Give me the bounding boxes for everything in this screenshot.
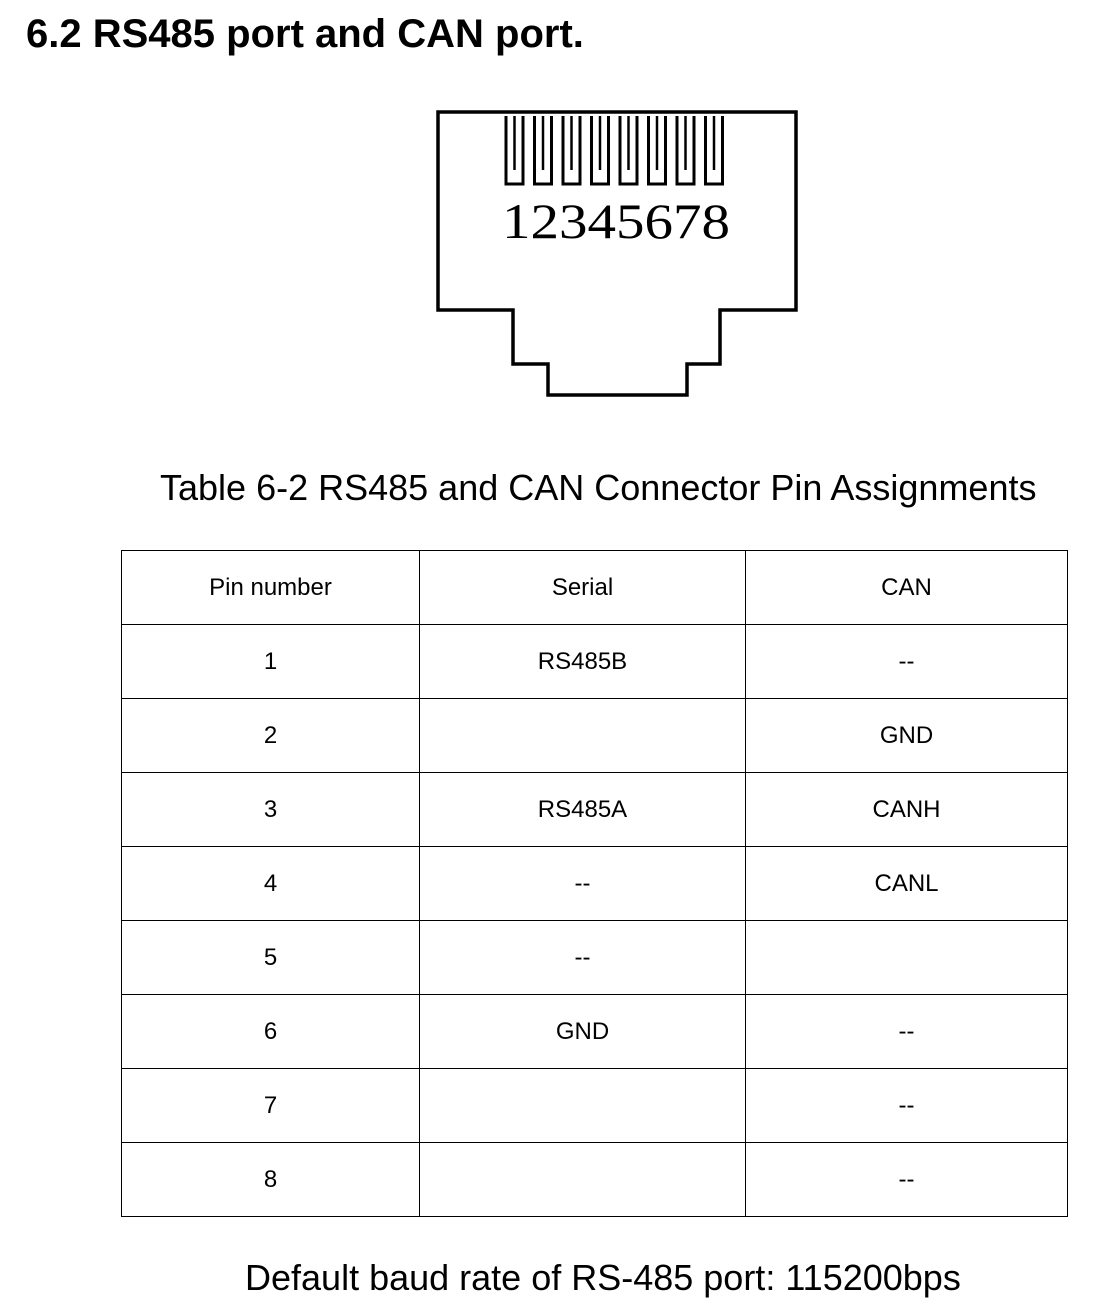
cell-serial: --	[420, 921, 746, 995]
cell-pin: 5	[122, 921, 420, 995]
connector-body-outline	[438, 248, 796, 395]
table-row	[122, 625, 1068, 699]
section-heading: 6.2 RS485 port and CAN port.	[26, 12, 584, 56]
cell-can: --	[746, 1069, 1068, 1143]
table-row	[122, 699, 1068, 773]
cell-pin: 6	[122, 995, 420, 1069]
table-row	[122, 773, 1068, 847]
cell-serial	[420, 1069, 746, 1143]
header-can: CAN	[746, 551, 1068, 625]
header-serial: Serial	[420, 551, 746, 625]
table-header-row	[122, 551, 1068, 625]
cell-pin: 3	[122, 773, 420, 847]
cell-pin: 8	[122, 1143, 420, 1217]
table-row	[122, 921, 1068, 995]
pin-number-labels: 12345678	[502, 193, 730, 249]
cell-can	[746, 921, 1068, 995]
cell-serial	[420, 1143, 746, 1217]
cell-can: --	[746, 995, 1068, 1069]
table-row	[122, 1069, 1068, 1143]
baud-rate-note: Default baud rate of RS-485 port: 115200bps	[245, 1257, 961, 1298]
pin-contacts	[506, 116, 723, 184]
cell-pin: 7	[122, 1069, 420, 1143]
table-caption: Table 6-2 RS485 and CAN Connector Pin Assignments	[160, 467, 1037, 508]
cell-serial: RS485B	[420, 625, 746, 699]
cell-pin: 2	[122, 699, 420, 773]
cell-serial: --	[420, 847, 746, 921]
rj45-connector-diagram	[430, 104, 810, 404]
cell-can: --	[746, 625, 1068, 699]
cell-serial: RS485A	[420, 773, 746, 847]
table-row	[122, 1143, 1068, 1217]
cell-serial: GND	[420, 995, 746, 1069]
cell-serial	[420, 699, 746, 773]
cell-can: GND	[746, 699, 1068, 773]
table-row	[122, 995, 1068, 1069]
cell-pin: 1	[122, 625, 420, 699]
cell-can: --	[746, 1143, 1068, 1217]
header-pin-number: Pin number	[122, 551, 420, 625]
table-row	[122, 847, 1068, 921]
pin-assignment-table	[121, 550, 1068, 1217]
cell-can: CANL	[746, 847, 1068, 921]
cell-can: CANH	[746, 773, 1068, 847]
cell-pin: 4	[122, 847, 420, 921]
